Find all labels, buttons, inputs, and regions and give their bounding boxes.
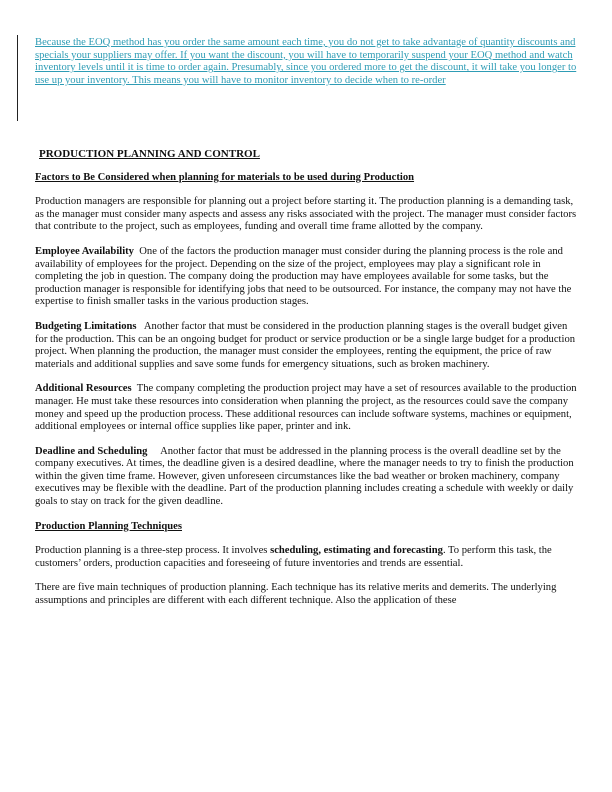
techniques-paragraph-2: There are five main techniques of production planning. Each technique has its relative merits and demerits. The underlying assumptions and principles are different with each different technique. Also the application of these <box>35 582 557 607</box>
bold-run: scheduling, estimating and forecasting <box>270 545 443 557</box>
section-heading-production-planning: PRODUCTION PLANNING AND CONTROL <box>39 148 260 160</box>
factor-text: The company completing the production project may have a set of resources available to the production manager. He must take these resources into consideration when planning the project, as the resources could save the company money and speed up the production process. These additional resources can include software systems, machines or equipment, additional employees or internal office supplies like paper, printer and ink. <box>35 383 580 433</box>
factor-paragraph <box>35 246 580 309</box>
text-run: Production planning is a three-step process. It involves <box>35 545 271 557</box>
factor-text: Another factor that must be considered in the production planning stages is the overall budget given for the production. This can be an ongoing budget for product or service production or be a single large budget for a production project. When planning the production, the manager must consider the employees, renting the equipment, the price of raw materials and additional supplies and save some funds for emergency situations, such as broken machinery. <box>35 320 578 370</box>
document-body <box>35 148 580 620</box>
factor-paragraph <box>35 383 580 433</box>
subheading-factors: Factors to Be Considered when planning for materials to be used during Production <box>35 171 415 183</box>
text-run: . To perform this task, the customers’ orders, production capacities and foreseeing of future inventories and trends are essential. <box>35 545 552 569</box>
factor-title: Employee Availability <box>35 245 134 257</box>
factor-text: One of the factors the production manager must consider during the planning process is the role and availability of employees for the project. Depending on the size of the project, employees may play a significant role in completing the job in question. The company doing the production may have employees available for some tasks, but the production manager is responsible for identifying jobs that need to be outsourced. For instance, the company may not have the expertise to finish smaller tasks in the various production stages. <box>35 245 574 308</box>
factor-title: Budgeting Limitations <box>35 320 137 332</box>
subheading-techniques: Production Planning Techniques <box>35 520 182 532</box>
factor-title: Deadline and Scheduling <box>35 445 148 457</box>
intro-paragraph: Production managers are responsible for planning out a project before starting it. The production planning is a demanding task, as the manager must consider many aspects and assess any risks associated with the project. The manager must consider factors that contribute to the project, such as employees, funding and overall time frame allotted by the company. <box>35 196 577 233</box>
factor-text: Another factor that must be addressed in the planning process is the overall deadline set by the company executives. At times, the deadline given is a desired deadline, where the manager needs to try to finish the production within the given time frame. However, given unforeseen circumstances like the bad weather or broken machinery, company executives may be flexible with the deadline. Part of the production planning includes creating a schedule with weekly or daily goals to stay on track for the given deadline. <box>35 445 577 508</box>
techniques-paragraph-1 <box>35 545 580 570</box>
factor-paragraph <box>35 321 580 371</box>
revision-bar <box>17 35 18 121</box>
linked-paragraph <box>35 37 580 87</box>
eoq-hyperlink[interactable]: Because the EOQ method has you order the same amount each time, you do not get to take advantage of quantity discounts and specials your suppliers may offer. If you want the discount, you will have to temporarily suspend your EOQ method and watch inventory levels until it is time to order again. Presumably, since you ordered more to get the discount, it will take you longer to use up your inventory. This means you will have to monitor inventory to decide when to re-order <box>35 37 577 86</box>
factor-paragraph <box>35 446 580 509</box>
factor-title: Additional Resources <box>35 383 132 395</box>
